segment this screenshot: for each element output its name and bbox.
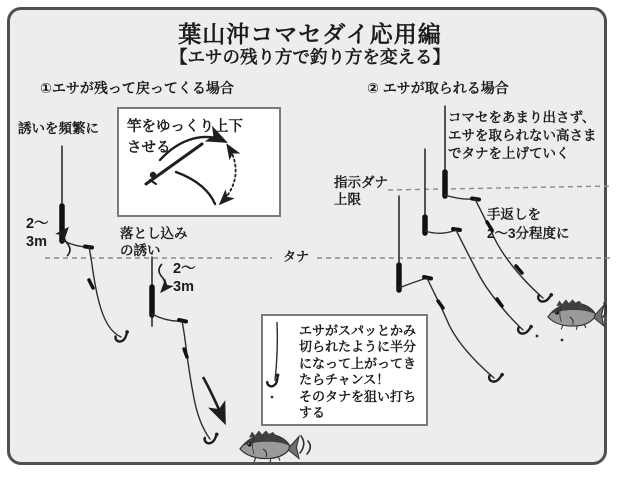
chance-line: 切られたように半分 [299,339,417,355]
chance-line: する [299,405,326,421]
drop-lure-line: 落とし込み [120,226,188,241]
shiji-dana-label [334,175,388,208]
chance-note-text [299,323,420,421]
page-title: 葉山沖コマセダイ応用編 [178,21,442,47]
drop-lure-label [120,226,188,259]
tana-line-label: タナ [282,249,309,264]
rod-box-line: 竿をゆっくり上下 [127,119,243,135]
chance-line: たらチャンス！ [299,372,390,388]
drop-lure-line: の誘い [120,242,161,258]
tegaeshi-line: 手返しを [487,207,541,222]
chance-line: そのタナを狙い打ち [299,388,417,404]
komase-note-line: でタナを上げていく [448,146,570,161]
shiji-dana-line: 上限 [334,191,361,207]
depth-range-mid [173,261,196,297]
tegaeshi-note [487,205,570,243]
komase-note [448,109,597,163]
rod-action-box [117,107,281,217]
chance-note-box [261,314,428,426]
depth-line: 3m [173,278,194,295]
tegaeshi-line: 2～3分程度に [487,226,570,241]
rod-box-line: させる [127,140,171,156]
depth-line: 3m [26,233,47,250]
chance-line: になって上がってき [299,355,417,371]
komase-note-line: エサを取られない高さま [448,128,597,143]
depth-line: 2～ [26,216,49,232]
depth-range-left [26,216,49,252]
section-heading-right: ② エサが取られる場合 [367,80,509,96]
chance-line: エサがスパッとかみ [299,323,417,338]
depth-line: 2～ [173,261,196,277]
komase-note-line: コマセをあまり出さず、 [448,110,596,125]
section-heading-left: ①エサが残って戻ってくる場合 [40,80,234,96]
lure-frequent-label: 誘いを頻繁に [18,121,99,136]
shiji-dana-line: 指示ダナ [334,175,388,190]
page-subtitle: 【エサの残り方で釣り方を変える】 [170,47,450,67]
